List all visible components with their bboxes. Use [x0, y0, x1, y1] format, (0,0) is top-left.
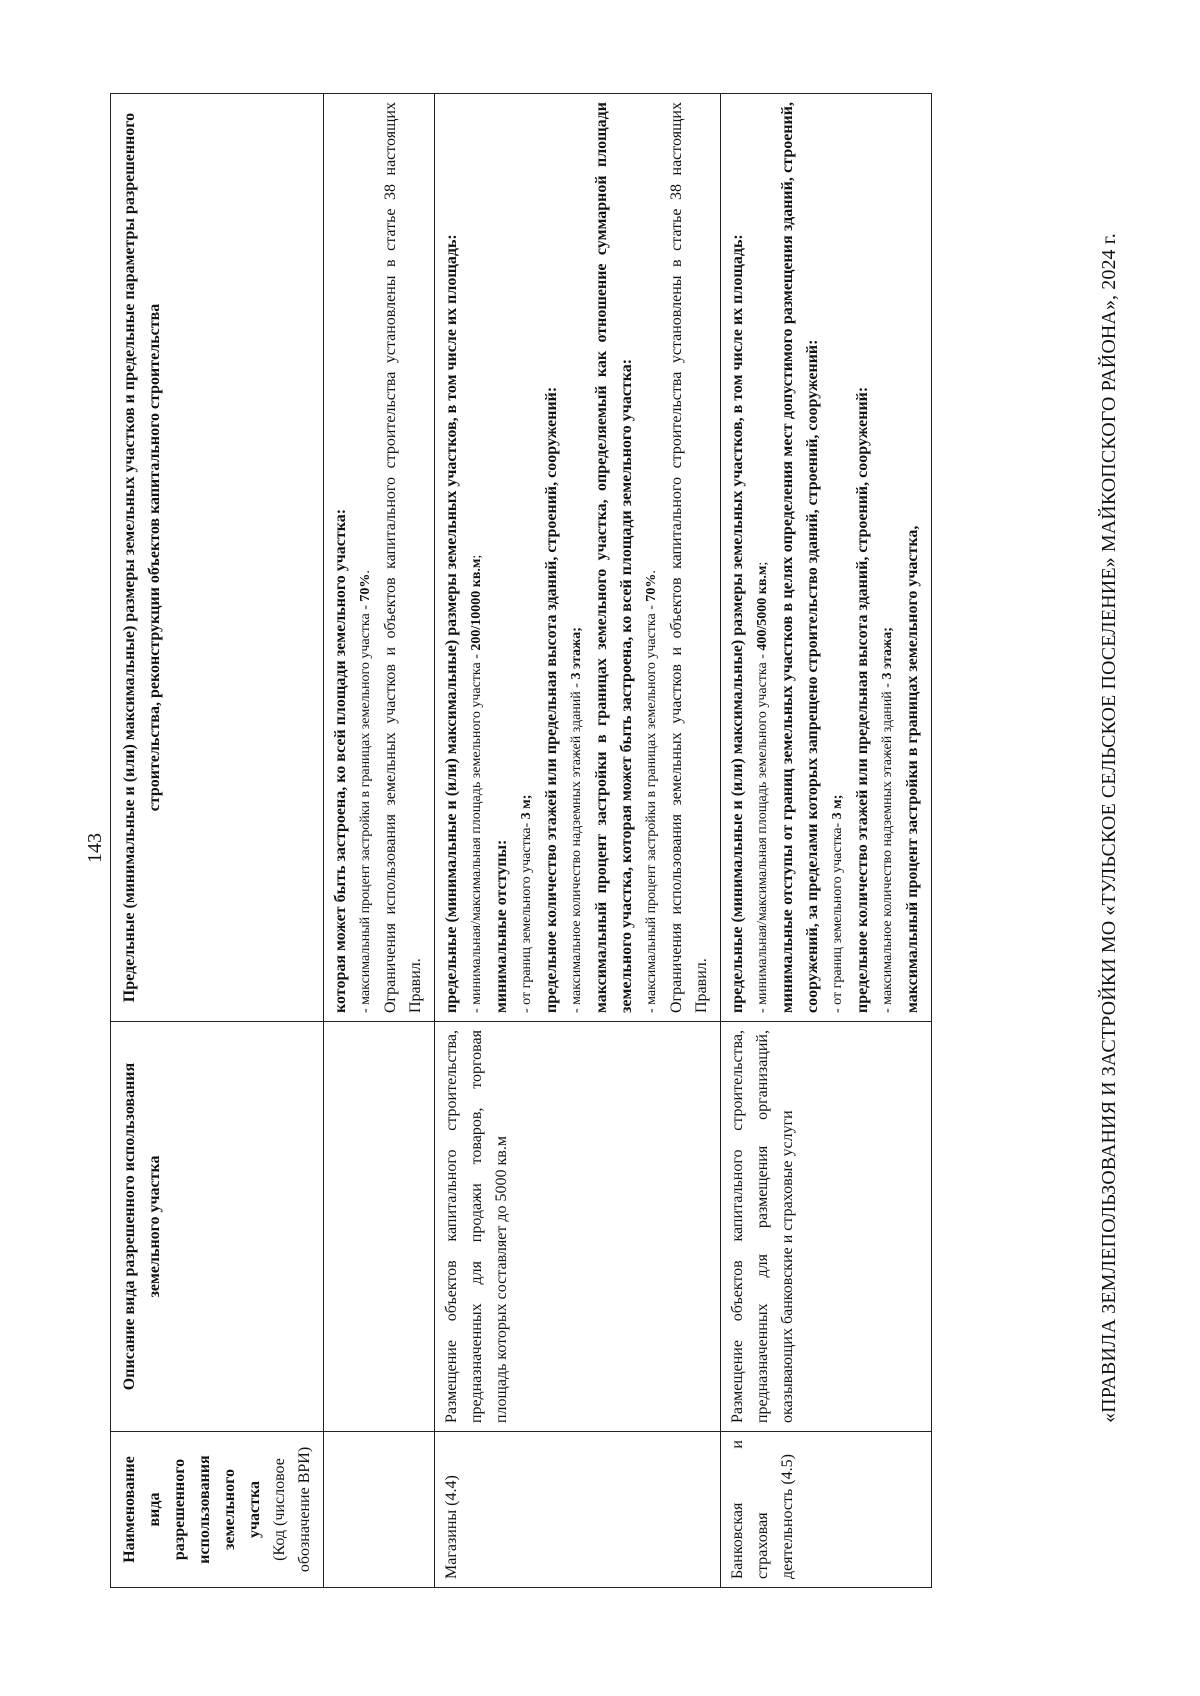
document-footer: «ПРАВИЛА ЗЕМЛЕПОЛЬЗОВАНИЯ И ЗАСТРОЙКИ МО «ТУЛЬСКОЕ СЕЛЬСКОЕ ПОСЕЛЕНИЕ» МАЙКОПСКОГО РАЙОНА», 2024 г. — [1098, 233, 1120, 1423]
param-text: - максимальное количество надземных этажей зданий - — [569, 679, 584, 1013]
param-text: минимальные отступы от границ земельных участков в целях определения мест допустимого размещения зданий, строений, сооружений, за пределами которых запрещено строительство зданий, строений, сооружений: — [779, 102, 821, 1013]
param-value: 3 этажа; — [880, 627, 895, 680]
param-text: Ограничения использования земельных участков и объектов капитального строительства установлены в статье 38 настоящих Правил. — [382, 102, 424, 1013]
param-text: максимальный процент застройки в границах земельного участка, определяемый как отношение суммарной площади земельного участка, которая может быть застроена, ко всей площади земельного участка: — [593, 102, 635, 1013]
param-text: - от границ земельного участка- — [830, 819, 845, 1013]
param-text: максимальный процент застройки в границах земельного участка, — [904, 525, 921, 1013]
param-text: - максимальный процент застройки в границах земельного участка - — [644, 601, 659, 1013]
param-text: предельное количество этажей или предельная высота зданий, строений, сооружений: — [543, 386, 560, 1013]
param-text: - минимальная/максимальная площадь земельного участка - — [755, 650, 770, 1013]
param-value: 3 м; — [830, 794, 845, 820]
param-text: предельные (минимальные и (или) максимальные) размеры земельных участков, в том числе их площадь: — [443, 234, 460, 1013]
param-value: 3 этажа; — [569, 627, 584, 680]
header-col-name-bold: Наименование вида разрешенного использования земельного участка — [121, 1455, 263, 1564]
cell-description: Размещение объектов капитального строительства, предназначенных для размещения организаций, оказывающих банковские и страховые услуги — [721, 1022, 932, 1432]
param-text: - минимальная/максимальная площадь земельного участка - — [469, 650, 484, 1013]
page-number: 143 — [84, 833, 106, 863]
param-value: 70% — [358, 573, 373, 602]
param-text: . — [358, 570, 373, 574]
param-text: ; — [755, 561, 770, 566]
param-text: ; — [469, 554, 484, 559]
param-value: 3 м; — [519, 794, 534, 820]
table-row — [721, 94, 932, 1588]
regulations-table — [110, 93, 932, 1588]
param-value: 400/5000 кв.м — [755, 565, 770, 651]
table-row — [435, 94, 721, 1588]
param-value: 70% — [644, 573, 659, 602]
table-header-row — [111, 94, 324, 1588]
cell-name: Магазины (4.4) — [435, 1432, 721, 1588]
cell-name: Банковская и страховая деятельность (4.5) — [721, 1432, 932, 1588]
param-text: . — [644, 570, 659, 574]
cell-description — [324, 1022, 435, 1432]
header-col-name — [111, 1432, 324, 1588]
header-col-name-code: (Код (числовое обозначение ВРИ) — [271, 1446, 313, 1573]
cell-description: Размещение объектов капитального строительства, предназначенных для продажи товаров, торговая площадь которых составляет до 5000 кв.м — [435, 1022, 721, 1432]
param-text: предельное количество этажей или предельная высота зданий, строений, сооружений: — [854, 386, 871, 1013]
header-col-parameters: Предельные (минимальные и (или) максимальные) размеры земельных участков и предельные параметры разрешенного строительства, реконструкции объектов капитального строительства — [111, 94, 324, 1022]
param-text: - от границ земельного участка- — [519, 819, 534, 1013]
cell-parameters — [435, 94, 721, 1022]
header-col-description: Описание вида разрешенного использования земельного участка — [111, 1022, 324, 1432]
param-text: - максимальный процент застройки в границах земельного участка - — [358, 601, 373, 1013]
table-row — [324, 94, 435, 1588]
param-text: - максимальное количество надземных этажей зданий - — [880, 679, 895, 1013]
cell-name — [324, 1432, 435, 1588]
cell-parameters — [324, 94, 435, 1022]
param-text: предельные (минимальные и (или) максимальные) размеры земельных участков, в том числе их площадь: — [729, 234, 746, 1013]
param-text: которая может быть застроена, ко всей площади земельного участка: — [332, 508, 349, 1013]
param-value: 200/10000 кв.м — [469, 558, 484, 651]
param-text: Ограничения использования земельных участков и объектов капитального строительства установлены в статье 38 настоящих Правил. — [668, 102, 710, 1013]
cell-parameters — [721, 94, 932, 1022]
param-text: минимальные отступы: — [493, 839, 510, 1013]
